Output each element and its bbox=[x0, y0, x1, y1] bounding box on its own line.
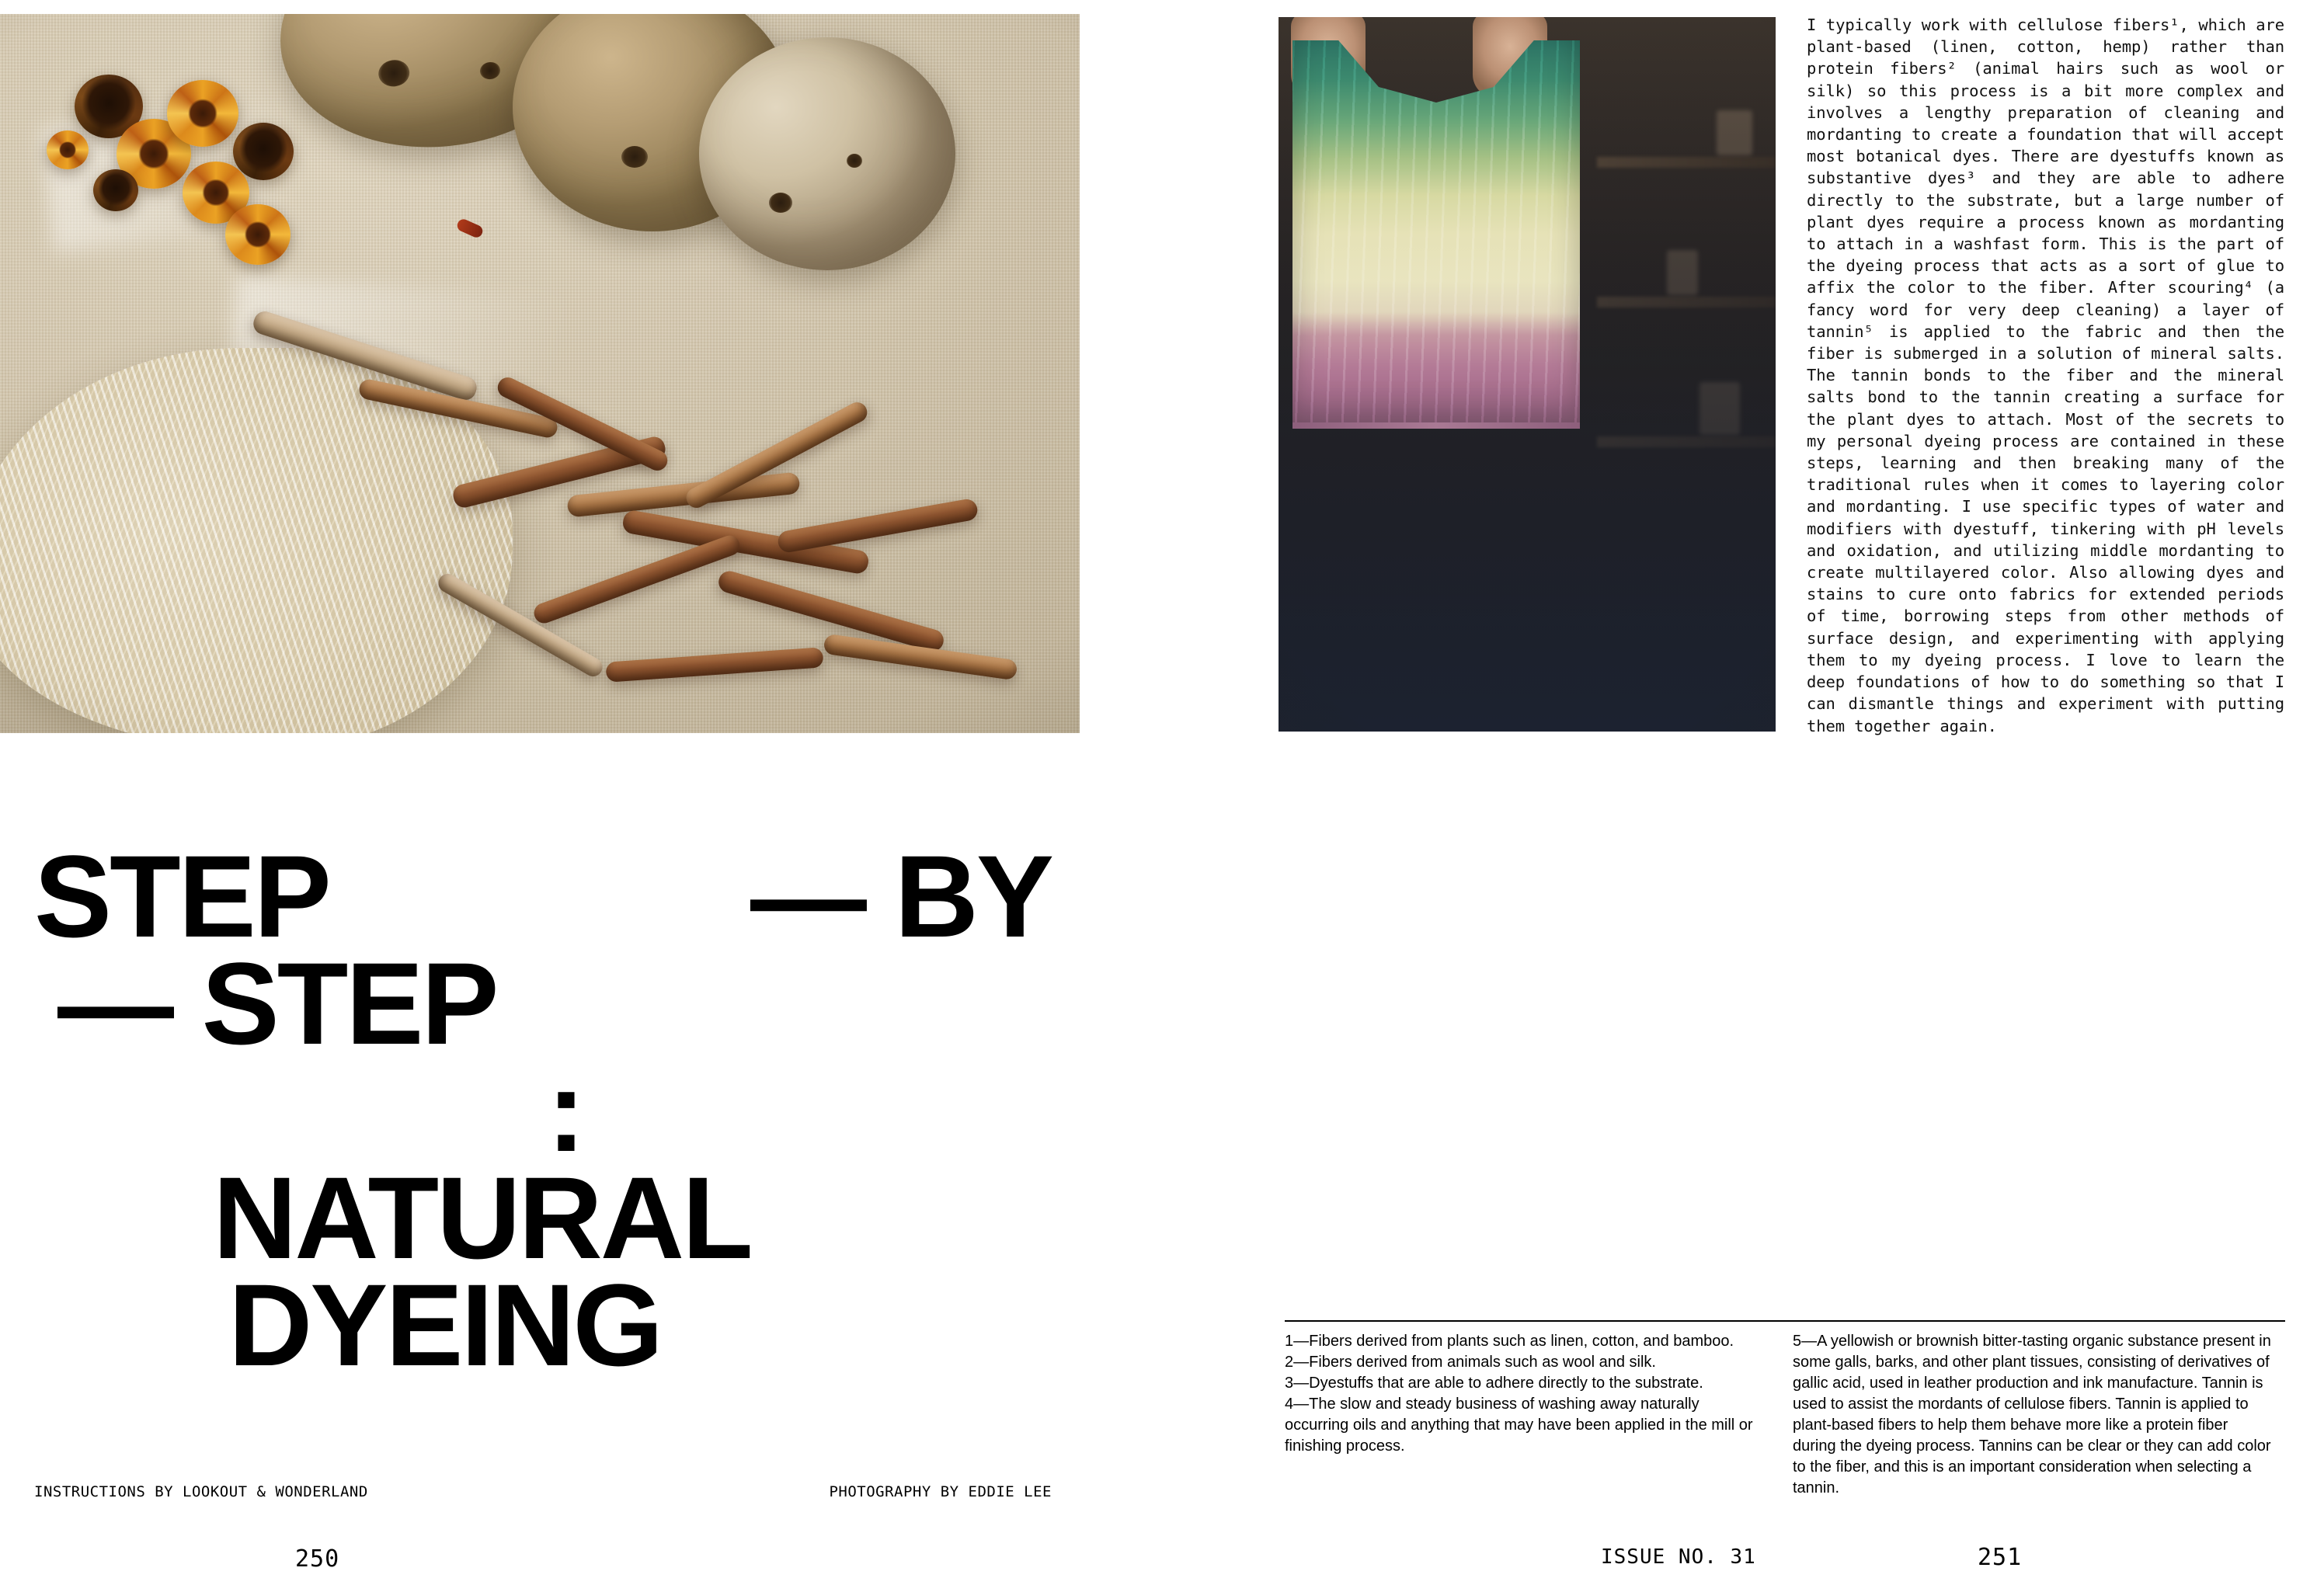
photo-scene bbox=[0, 14, 1080, 733]
right-page bbox=[1162, 0, 2324, 1592]
dried-marigold bbox=[225, 204, 290, 265]
folio-left: 250 bbox=[295, 1545, 340, 1573]
headline-line-3: NATURAL bbox=[213, 1152, 751, 1283]
headline-line-1 bbox=[34, 831, 1052, 961]
headline-line-4: DYEING bbox=[228, 1260, 662, 1390]
garment-hem bbox=[1292, 422, 1580, 429]
footnote-2: 2—Fibers derived from animals such as wool and silk. bbox=[1285, 1354, 1656, 1371]
dyed-garment-photo bbox=[1279, 17, 1776, 732]
credits bbox=[34, 1483, 1052, 1500]
folio-right: 251 bbox=[1978, 1544, 2023, 1571]
instructions-credit: INSTRUCTIONS BY LOOKOUT & WONDERLAND bbox=[34, 1483, 368, 1500]
dried-marigold bbox=[233, 123, 294, 180]
page-title bbox=[34, 831, 1122, 1390]
body-text: I typically work with cellulose fibers¹, which are plant-based (linen, cotton, hemp) rather than protein fibers² (animal hairs such as wool or silk) so this process is a bit more complex and involves a lengthy preparation of cleaning and mordanting to create a foundation that will accept most botanical dyes. There are dyestuffs known as substantive dyes³ and they are able to adhere directly to the substrate, but a large number of plant dyes require a process known as mordanting to attach in a washfast form. This is the part of the dyeing process that acts as a sort of glue to affix the color to the fiber. After scouring⁴ (a fancy word for very deep cleaning) a layer of tannin⁵ is applied to the fabric and then the fiber is submerged in a solution of mineral salts. The tannin bonds to the fiber and the mineral salts bond to the tannin creating a surface for the plant dyes to attach. Most of the secrets to my personal dyeing process are contained in these steps, learning and then breaking many of the traditional rules when it comes to layering color and mordanting. I use specific types of water and modifiers with dyestuff, tinkering with pH levels and oxidation, and utilizing middle mordanting to create multilayered color. Also allowing dyes and stains to cure onto fabrics for extended periods of time, borrowing steps from other methods of surface design, and experimenting with applying them to my dyeing process. I love to learn the deep foundations of how to do something so that I can dismantle things and experiment with putting them together again. bbox=[1807, 16, 2284, 735]
garment-folds bbox=[1292, 40, 1580, 429]
dried-marigold bbox=[47, 130, 89, 169]
issue-label: ISSUE NO. 31 bbox=[1601, 1545, 1756, 1569]
gourd bbox=[699, 37, 955, 270]
natural-dye-materials-photo bbox=[0, 14, 1080, 733]
footnotes bbox=[1285, 1320, 2285, 1499]
headline-colon: : bbox=[547, 1045, 583, 1176]
dyed-slip-dress bbox=[1292, 40, 1580, 429]
footnote-column-1 bbox=[1285, 1331, 1766, 1499]
footnote-column-2 bbox=[1793, 1331, 2274, 1499]
dried-marigold bbox=[93, 169, 138, 211]
headline-line-2: — STEP bbox=[57, 938, 497, 1069]
photography-credit: PHOTOGRAPHY BY EDDIE LEE bbox=[829, 1483, 1052, 1500]
footnote-3: 3—Dyestuffs that are able to adhere directly to the substrate. bbox=[1285, 1375, 1703, 1392]
footnote-5: 5—A yellowish or brownish bitter-tasting organic substance present in some galls, barks, and other plant tissues, consisting of derivatives of gallic acid, used in leather production and ink manufacture. Tannin is used to assist the mordants of cellulose fibers. Tannin is applied to plant-based fibers to help them behave more like a protein fiber during the dyeing process. Tannins can be clear or they can add color to the fiber, and this is an important consideration when selecting a tannin. bbox=[1793, 1333, 2271, 1496]
headline-by: — BY bbox=[750, 831, 1052, 961]
bark-sticks-pile bbox=[311, 367, 1010, 733]
headline-step: STEP bbox=[34, 831, 329, 961]
dried-marigold bbox=[167, 80, 238, 147]
footnote-4: 4—The slow and steady business of washing away naturally occurring oils and anything that may have been applied in the mill or finishing process. bbox=[1285, 1396, 1753, 1455]
footnote-1: 1—Fibers derived from plants such as linen, cotton, and bamboo. bbox=[1285, 1333, 1734, 1350]
